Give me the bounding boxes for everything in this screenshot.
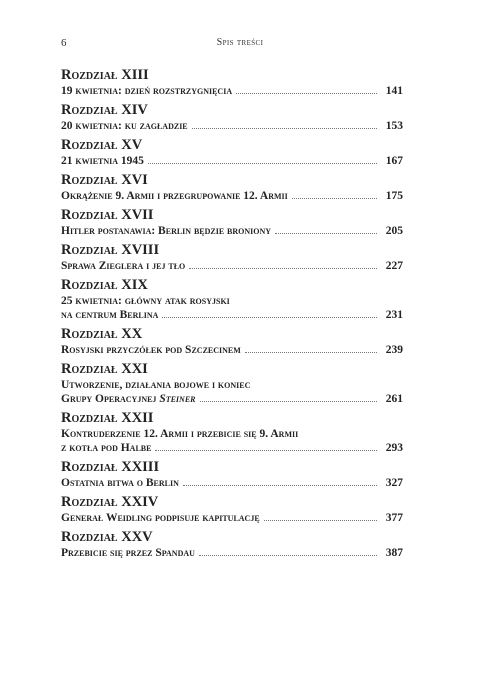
dot-leader bbox=[199, 555, 377, 556]
dot-leader bbox=[162, 317, 377, 318]
chapter-title-line bbox=[61, 546, 403, 560]
chapter-title: Generał Weidling podpisuje kapitulację bbox=[61, 512, 260, 524]
toc-entry bbox=[61, 241, 403, 273]
toc-entry bbox=[61, 171, 403, 203]
toc-entry bbox=[61, 136, 403, 168]
page-ref: 205 bbox=[385, 225, 403, 237]
toc-entry bbox=[61, 360, 403, 406]
page-ref: 377 bbox=[385, 512, 403, 524]
page-ref: 175 bbox=[385, 190, 403, 202]
chapter-title-line bbox=[61, 259, 403, 273]
chapter-heading: Rozdział XXIV bbox=[61, 494, 159, 510]
page-ref: 327 bbox=[385, 477, 403, 489]
dot-leader bbox=[155, 450, 377, 451]
page-ref: 231 bbox=[385, 309, 403, 321]
page-ref: 141 bbox=[385, 85, 403, 97]
dot-leader bbox=[183, 485, 377, 486]
chapter-title: 21 kwietnia 1945 bbox=[61, 155, 144, 167]
page-number: 6 bbox=[61, 37, 67, 49]
chapter-title-line bbox=[61, 511, 403, 525]
running-title: Spis treści bbox=[216, 37, 264, 48]
page-ref: 239 bbox=[385, 344, 403, 356]
toc-entry bbox=[61, 458, 403, 490]
chapter-title-line bbox=[61, 84, 403, 98]
chapter-title: 19 kwietnia: dzień rozstrzygnięcia bbox=[61, 85, 233, 97]
dot-leader bbox=[148, 163, 377, 164]
chapter-heading: Rozdział XIV bbox=[61, 102, 148, 118]
chapter-title-line bbox=[61, 427, 403, 441]
chapter-heading: Rozdział XIX bbox=[61, 277, 148, 293]
chapter-heading: Rozdział XX bbox=[61, 326, 143, 342]
toc-entry bbox=[61, 206, 403, 238]
page-ref: 293 bbox=[385, 442, 403, 454]
chapter-heading: Rozdział XV bbox=[61, 137, 143, 153]
chapter-title: Przebicie się przez Spandau bbox=[61, 547, 195, 559]
chapter-title: 20 kwietnia: ku zagładzie bbox=[61, 120, 188, 132]
dot-leader bbox=[192, 128, 377, 129]
chapter-title: z kotła pod Halbe bbox=[61, 442, 152, 454]
chapter-title: na centrum Berlina bbox=[61, 309, 159, 321]
chapter-title-line bbox=[61, 294, 403, 308]
chapter-heading: Rozdział XXII bbox=[61, 410, 154, 426]
chapter-title-line bbox=[61, 343, 403, 357]
chapter-heading: Rozdział XXV bbox=[61, 529, 153, 545]
chapter-heading: Rozdział XVIII bbox=[61, 242, 160, 258]
toc-entry bbox=[61, 325, 403, 357]
page-ref: 167 bbox=[385, 155, 403, 167]
page-ref: 153 bbox=[385, 120, 403, 132]
toc-entry bbox=[61, 66, 403, 98]
chapter-heading: Rozdział XXI bbox=[61, 361, 148, 377]
chapter-title-line bbox=[61, 119, 403, 133]
dot-leader bbox=[236, 93, 377, 94]
chapter-title-line bbox=[61, 441, 403, 455]
page-ref: 227 bbox=[385, 260, 403, 272]
toc-entry bbox=[61, 528, 403, 560]
dot-leader bbox=[245, 352, 377, 353]
chapter-title-line bbox=[61, 378, 403, 392]
dot-leader bbox=[292, 198, 377, 199]
table-of-contents bbox=[61, 66, 403, 563]
page-ref: 387 bbox=[385, 547, 403, 559]
dot-leader bbox=[200, 401, 378, 402]
chapter-title-line bbox=[61, 308, 403, 322]
chapter-title: Hitler postanawia: Berlin będzie broniony bbox=[61, 225, 272, 237]
chapter-heading: Rozdział XXIII bbox=[61, 459, 160, 475]
chapter-title-group bbox=[61, 392, 196, 406]
chapter-title: Utworzenie, działania bojowe i koniec bbox=[61, 379, 251, 391]
chapter-heading: Rozdział XVII bbox=[61, 207, 154, 223]
chapter-title: Grupy Operacyjnej bbox=[61, 393, 157, 405]
dot-leader bbox=[264, 520, 377, 521]
chapter-title: Kontruderzenie 12. Armii i przebicie się 9. Armii bbox=[61, 428, 299, 440]
toc-entry bbox=[61, 493, 403, 525]
toc-entry bbox=[61, 276, 403, 322]
chapter-title: Okrążenie 9. Armii i przegrupowanie 12. Armii bbox=[61, 190, 288, 202]
chapter-heading: Rozdział XVI bbox=[61, 172, 148, 188]
chapter-title-italic: Steiner bbox=[159, 393, 196, 405]
chapter-title: Ostatnia bitwa o Berlin bbox=[61, 477, 179, 489]
chapter-title-line bbox=[61, 224, 403, 238]
page-ref: 261 bbox=[385, 393, 403, 405]
toc-entry bbox=[61, 101, 403, 133]
dot-leader bbox=[275, 233, 377, 234]
chapter-title-line bbox=[61, 392, 403, 406]
chapter-title: Rosyjski przyczółek pod Szczecinem bbox=[61, 344, 241, 356]
dot-leader bbox=[189, 268, 377, 269]
toc-entry bbox=[61, 409, 403, 455]
chapter-title-line bbox=[61, 189, 403, 203]
chapter-title-line bbox=[61, 476, 403, 490]
chapter-title-line bbox=[61, 154, 403, 168]
chapter-title: Sprawa Zieglera i jej tło bbox=[61, 260, 186, 272]
chapter-title: 25 kwietnia: główny atak rosyjski bbox=[61, 295, 230, 307]
chapter-heading: Rozdział XIII bbox=[61, 67, 149, 83]
